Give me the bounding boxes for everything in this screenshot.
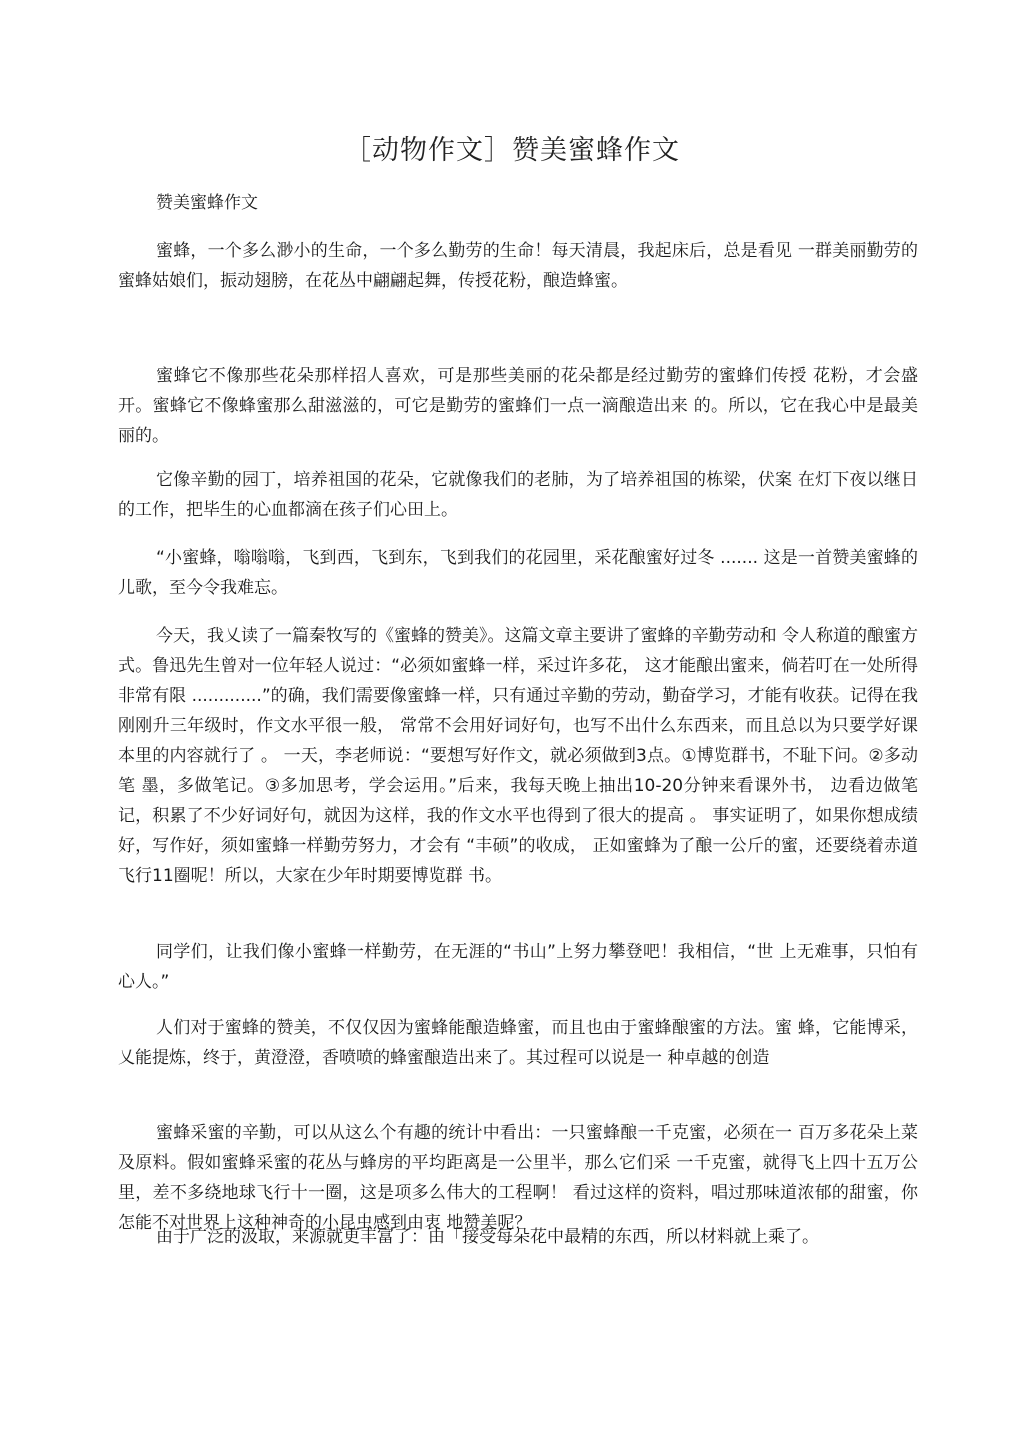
- paragraph-8: 蜜蜂采蜜的辛勤，可以从这么个有趣的统计中看出：一只蜜蜂酿一千克蜜，必须在一 百万多花朵上菜及原料。假如蜜蜂采蜜的花丛与蜂房的平均距离是一公里半，那么它们采 一千克蜜，就得飞上四十五万公里，差不多绕地球飞行十一圈，这是项多么伟大的工程啊！ 看过这样的资料，唱过那味道浓郁的甜蜜，你怎能不对世界上这种神奇的小昆虫感到由衷 地赞美呢？: [118, 1123, 918, 1233]
- paragraph-7: 人们对于蜜蜂的赞美，不仅仅因为蜜蜂能酿造蜂蜜，而且也由于蜜蜂酿蜜的方法。蜜 蜂，它能博采，乂能提炼，终于，黄澄澄，香喷喷的蜂蜜酿造出来了。其过程可以说是一 种卓越的创造: [118, 1018, 918, 1068]
- paragraph-4: “小蜜蜂，嗡嗡嗡，飞到西，飞到东，飞到我们的花园里，采花酿蜜好过冬 ....... 这是一首赞美蜜蜂的儿歌，至今令我难忘。: [118, 548, 918, 598]
- document-subtitle: 赞美蜜蜂作文: [156, 193, 258, 213]
- paragraph-3: 它像辛勤的园丁，培养祖国的花朵，它就像我们的老肺，为了培养祖国的栋梁，伏案 在灯下夜以继日的工作，把毕生的心血都滴在孩子们心田上。: [118, 470, 918, 520]
- paragraph-5: 今天，我乂读了一篇秦牧写的《蜜蜂的赞美》。这篇文章主要讲了蜜蜂的辛勤劳动和 令人称道的酿蜜方式。鲁迅先生曾对一位年轻人说过：“必须如蜜蜂一样，采过许多花， 这才能酿出蜜来，倘若叮在一处所得非常有限 .............”的确，我们需要像蜜蜂一样，只有通过辛勤的劳动，勤奋学习，才能有收获。记得在我刚刚升三年级时，作文水平很一般， 常常不会用好词好句，也写不出什么东西来，而且总以为只要学好课本里的内容就行了 。 一天，李老师说：“要想写好作文，就必须做到3点。①博览群书，不耻下问。②多动笔 墨，多做笔记。③多加思考，学会运用。”后来，我每天晚上抽出10-20分钟来看课外书， 边看边做笔记，积累了不少好词好句，就因为这样，我的作文水平也得到了很大的提高 。 事实证明了，如果你想成绩好，写作好，须如蜜蜂一样勤劳努力，才会有 “丰硕”的收成， 正如蜜蜂为了酿一公斤的蜜，还要绕着赤道飞行11圈呢！所以，大家在少年时期要博览群 书。: [118, 626, 918, 886]
- paragraph-6: 同学们，让我们像小蜜蜂一样勤劳，在无涯的“书山”上努力攀登吧！我相信，“世 上无难事，只怕有心人。”: [118, 942, 918, 992]
- paragraph-1: 蜜蜂，一个多么渺小的生命，一个多么勤劳的生命！每天清晨，我起床后，总是看见 一群美丽勤劳的蜜蜂姑娘们，振动翅膀，在花丛中翩翩起舞，传授花粉，酿造蜂蜜。: [118, 241, 918, 291]
- document-title: ［动物作文］赞美蜜蜂作文: [344, 135, 680, 166]
- paragraph-2: 蜜蜂它不像那些花朵那样招人喜欢，可是那些美丽的花朵都是经过勤劳的蜜蜂们传授 花粉，才会盛开。蜜蜂它不像蜂蜜那么甜滋滋的，可它是勤劳的蜜蜂们一点一滴酿造出来 的。所以，它在我心中是最美丽的。: [118, 366, 918, 446]
- paragraph-9: 由于广泛的汲取，来源就更丰富了：由「接受每朵花中最精的东西，所以材料就上乘了。: [156, 1227, 819, 1247]
